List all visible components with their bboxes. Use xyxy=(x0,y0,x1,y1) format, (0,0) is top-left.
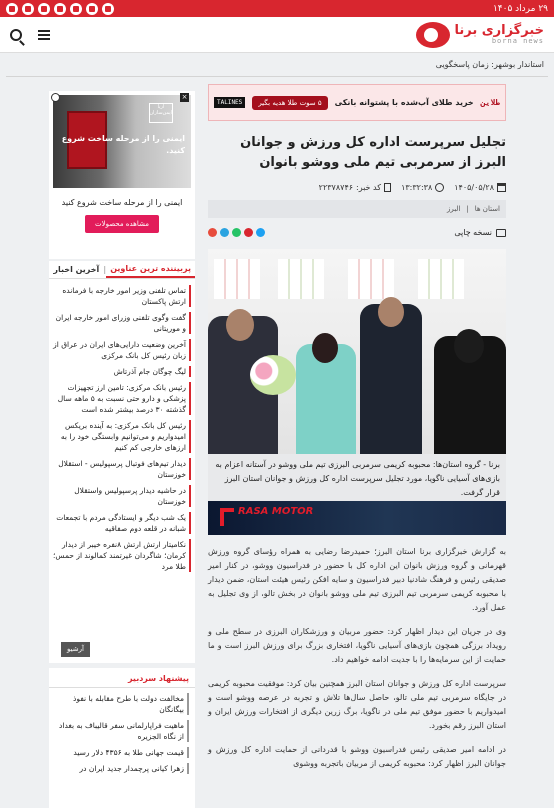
list-item[interactable]: در حاشیه دیدار پرسپولیس واستقلال خوزستان xyxy=(53,485,191,507)
rasa-logo-icon xyxy=(220,508,234,526)
tag-alborz[interactable]: البرز xyxy=(446,205,461,213)
paragraph-2: وی در جریان این دیدار اظهار کرد: حضور مربیان و ورزشکاران البرزی در سطح ملی و رویداد برزگی همچون بازی‌های آسیایی ناگویا، افتخاری بزرگ برای ورزش البرز است و ما حمایت از این سرمایه‌ها را با جدیت ادامه خواهیم داد. xyxy=(208,627,506,664)
paragraph-3: سرپرست اداره کل ورزش و جوانان استان البرز همچنین بیان کرد: موفقیت محبوبه کریمی در جایگاه سرمربی تیم ملی تالو، حاصل سال‌ها تلاش و تجربه در عرصه ووشو است و امیدواریم با حضور موفق تیم ملی در ناگویا، برگ زرین دیگری از افتخارات ورزش ایران و استان البرز رقم بخورد. xyxy=(208,679,506,730)
share-twitter-icon[interactable] xyxy=(256,228,265,237)
paragraph-4: در ادامه امیر صدیقی رئیس فدراسیون ووشو با قدردانی از حمایت اداره کل ورزش و جوانان البرز اظهار کرد: محبوبه کریمی از مربیان باتجربه ووشوی xyxy=(208,745,506,768)
photo-caption: برنا - گروه استان‌ها: محبوبه کریمی سرمربی البرزی تیم ملی ووشو در آستانه اعزام به بازی‌های آسیایی ناگویا، مورد تجلیل سرپرست اداره کل ورزش و جوانان استان البرز قرار گرفت. xyxy=(208,454,506,501)
editor-picks xyxy=(49,668,195,808)
list-item[interactable]: یک شب دیگر و ایستادگی مردم با تجمعات شبانه در قلعه دوم صفاقیه xyxy=(53,512,191,534)
editor-picks-heading: پیشنهاد سردبیر xyxy=(49,668,195,688)
search-icon[interactable] xyxy=(10,29,22,41)
article-photo xyxy=(208,249,506,454)
site-header xyxy=(0,17,554,53)
list-item[interactable]: نکامیتار ارتش ارتش ۸نفره خیبر از دیدار کرمان؛ شاگردان غیرتمند کمالوند از حمس؛ طلا مرد xyxy=(53,539,191,572)
top-banner-ad[interactable] xyxy=(208,84,506,121)
view-products-button[interactable]: مشاهده محصولات xyxy=(85,215,159,233)
rss-icon[interactable] xyxy=(22,3,34,15)
ticker-text[interactable]: استاندار بوشهر: زمان پاسخگویی xyxy=(435,60,544,69)
social-icons xyxy=(6,3,114,15)
list-item[interactable]: آخرین وضعیت دارایی‌های ایران در عراق از زبان رئیس کل بانک مرکزی xyxy=(53,339,191,361)
article-date: ۱۴۰۵/۰۵/۲۸ xyxy=(454,183,494,192)
close-icon[interactable]: × xyxy=(181,93,188,101)
article-body xyxy=(208,545,506,771)
twitter-icon[interactable] xyxy=(70,3,82,15)
news-list xyxy=(49,278,195,663)
printer-icon xyxy=(496,229,506,237)
share-bar xyxy=(208,228,506,237)
share-whatsapp-icon[interactable] xyxy=(232,228,241,237)
ad-headline: ایمنی را از مرحله ساخت شروع کنید. xyxy=(61,134,185,155)
print-label: نسخه چاپی xyxy=(454,228,492,237)
tag-provinces[interactable]: استان ها xyxy=(474,205,500,213)
menu-icon[interactable] xyxy=(38,30,50,40)
sidebar-ad[interactable] xyxy=(49,91,195,259)
share-email-icon[interactable] xyxy=(244,228,253,237)
ad-brand-logo: آریا ایمن‌سازان xyxy=(149,103,173,123)
sidebar-ad-image[interactable] xyxy=(53,95,191,188)
article-time: ۱۳:۳۲:۳۸ xyxy=(401,183,433,192)
list-item[interactable]: مخالفت دولت با طرح مقابله با نفوذ بیگانگان xyxy=(53,693,189,715)
list-item[interactable]: تماس تلفنی وزیر امور خارجه با فرمانده ارتش پاکستان xyxy=(53,285,191,307)
paragraph-1: به گزارش خبرگزاری برنا استان البرز؛ حمیدرضا رضایی به همراه رؤسای گروه ورزش قهرمانی و گروه ورزش بانوان این اداره کل با حضور در فدراسیون ووشو، در کنار امیر صدیقی رئیس و فرهنگ شادنیا دبیر فدراسیون و سایه افکن رئیس هیئت استان، ضمن دیدار با محبوبه کریمی سرمربی تیم البرزی تیم ملی ووشو بانوان در بخش تالو، از وی تجلیل به عمل آورد. xyxy=(208,547,506,612)
article-title: تجلیل سرپرست اداره کل ورزش و جوانان البرز از سرمربی تیم ملی ووشو بانوان xyxy=(240,135,506,170)
instagram-icon[interactable] xyxy=(54,3,66,15)
list-item[interactable]: گفت وگوی تلفنی وزرای امور خارجه ایران و موریتانی xyxy=(53,312,191,334)
info-icon[interactable] xyxy=(51,93,60,102)
share-telegram-icon[interactable] xyxy=(220,228,229,237)
rasa-motor-ad[interactable] xyxy=(208,501,506,535)
news-tabs: پربیننده ترین عناوین | آخرین اخبار xyxy=(49,261,195,278)
telegram-icon[interactable] xyxy=(86,3,98,15)
top-bar xyxy=(0,0,554,17)
list-item[interactable]: لیگ چوگان جام آذرتاش xyxy=(53,366,191,377)
share-pinterest-icon[interactable] xyxy=(208,228,217,237)
archive-button[interactable]: آرشیو xyxy=(61,642,90,657)
logo-sub: borna news xyxy=(491,37,544,45)
logo-mark-icon xyxy=(416,22,450,48)
logo-name: خبرگزاری برنا xyxy=(454,23,544,38)
list-item[interactable]: قیمت جهانی طلا به ۴۳۵۶ دلار رسید xyxy=(53,747,189,758)
ad-title[interactable]: ایمنی را از مرحله ساخت شروع کنید xyxy=(61,198,183,207)
banner-brand: طلاین xyxy=(480,98,500,107)
grid-icon[interactable] xyxy=(38,3,50,15)
site-logo[interactable] xyxy=(416,22,544,48)
banner-pill[interactable]: ۵ سوت طلا هدیه بگیر xyxy=(252,96,327,110)
home-icon[interactable] xyxy=(6,3,18,15)
code-label: کد خبر: xyxy=(356,183,382,192)
list-item[interactable]: ماهیت فراپارلمانی سفر قالیباف به بغداد از نگاه الجزیره xyxy=(53,720,189,742)
document-icon xyxy=(384,183,391,192)
tab-latest[interactable]: آخرین اخبار xyxy=(53,265,100,274)
whatsapp-icon[interactable] xyxy=(102,3,114,15)
article-code: ۲۲۳۷۸۷۴۶ xyxy=(318,183,354,192)
tab-most-viewed[interactable]: پربیننده ترین عناوین xyxy=(106,261,195,278)
main-column xyxy=(208,84,506,781)
article-tags: استان ها | البرز xyxy=(208,200,506,218)
divider xyxy=(6,76,548,77)
article-meta xyxy=(208,183,506,192)
calendar-icon xyxy=(497,183,506,192)
list-item[interactable]: دیدار تیم‌های فوتبال پرسپولیس - استقلال خوزستان xyxy=(53,458,191,480)
list-item[interactable]: رئیس بانک مرکزی: تامین ارز تجهیزات پزشکی و دارو حتی نسبت به ۵ ماهه سال گذشته ۳۰ درصد بیشتر شده است xyxy=(53,382,191,415)
top-date: ۲۹ مرداد ۱۴۰۵ xyxy=(492,3,548,14)
sidebar xyxy=(49,91,195,663)
rasa-brand: RASA MOTOR xyxy=(238,506,314,517)
banner-code: TALINES xyxy=(214,97,245,108)
list-item[interactable]: زهرا کیانی پرچمدار جدید ایران در xyxy=(53,763,189,774)
print-button[interactable] xyxy=(454,228,506,237)
banner-text: خرید طلای آب‌شده با پشتوانه بانکی xyxy=(334,98,474,107)
flower-bouquet xyxy=(250,355,296,395)
list-item[interactable]: رئیس کل بانک مرکزی: به آینده بریکس امیدواریم و می‌توانیم وابستگی خود را به ارزهای خارجی کم کنیم xyxy=(53,420,191,453)
clock-icon xyxy=(435,183,444,192)
